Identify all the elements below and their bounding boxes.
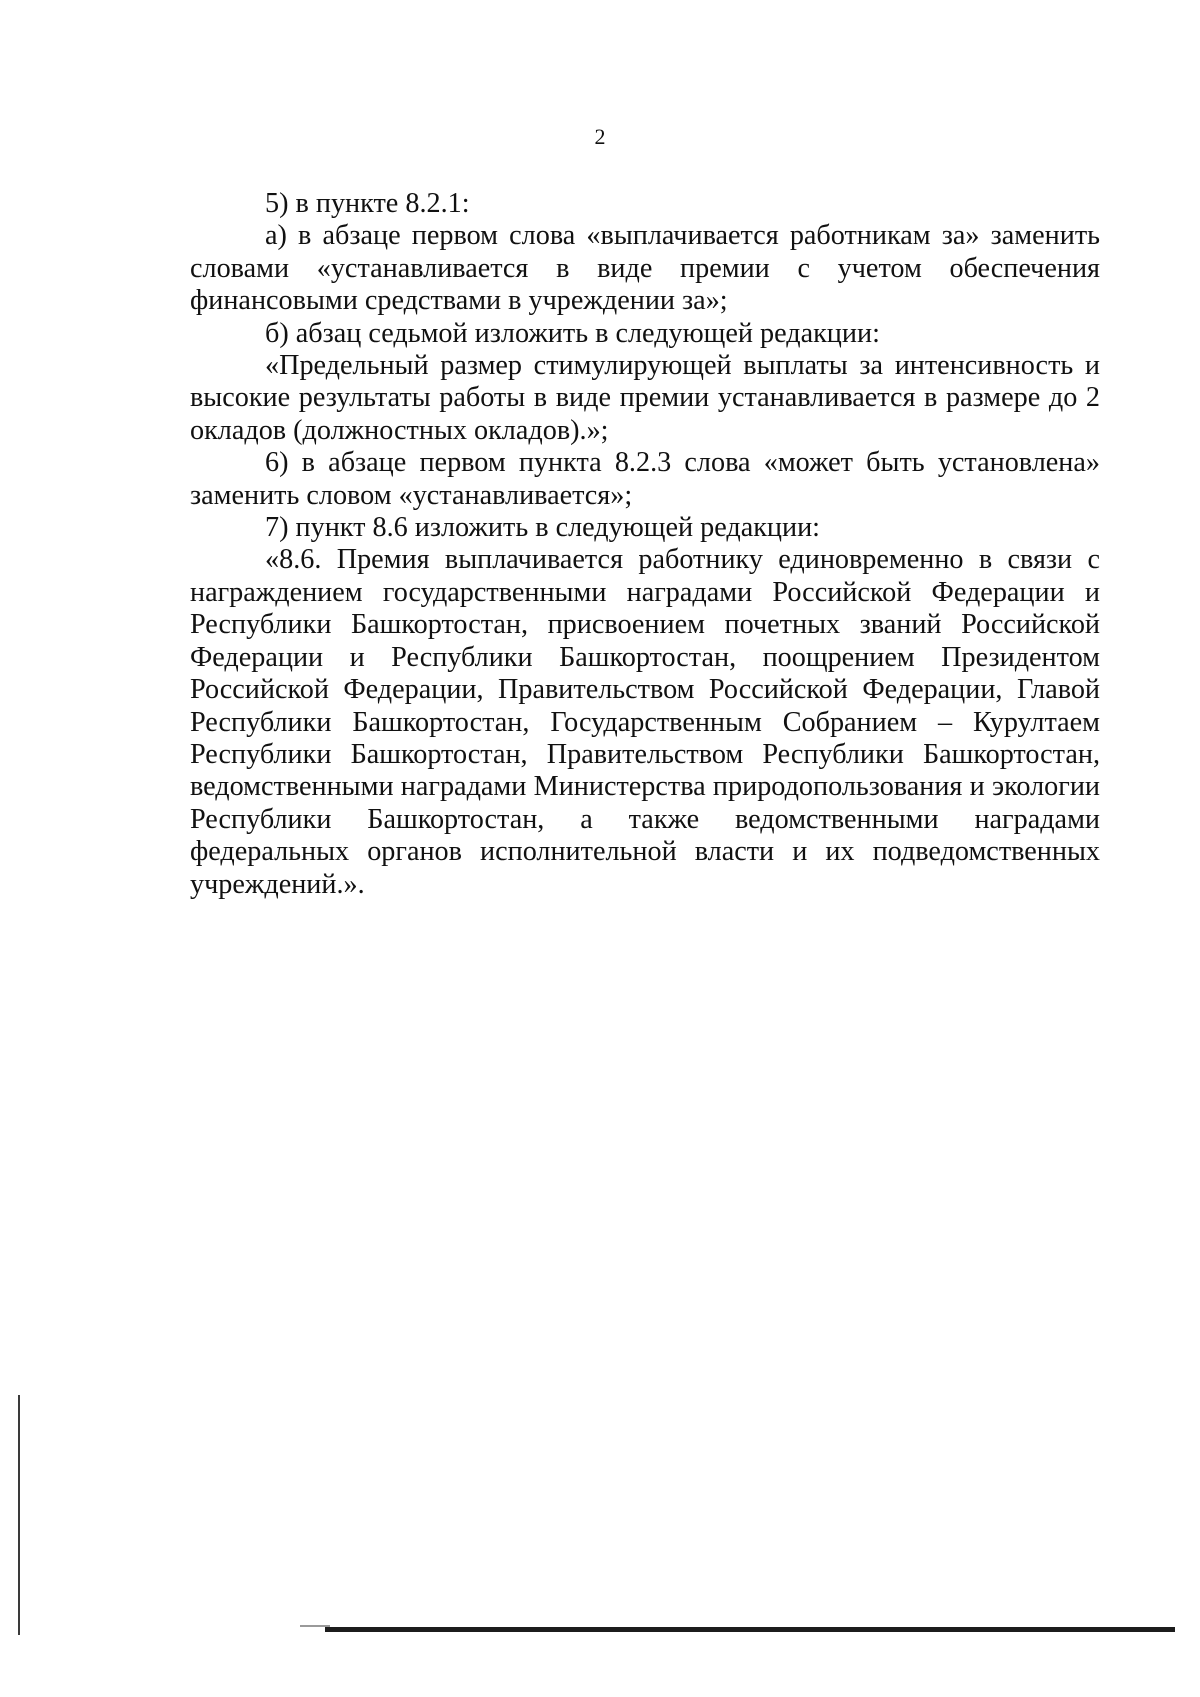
scan-edge-left — [18, 1395, 20, 1635]
paragraph-item-6: 6) в абзаце первом пункта 8.2.3 слова «может быть установлена» заменить словом «устанавливается»; — [190, 447, 1100, 511]
page-number: 2 — [594, 124, 606, 149]
paragraph-item-7: 7) пункт 8.6 изложить в следующей редакции: — [265, 512, 820, 544]
paragraph-quote-8-6: «8.6. Премия выплачивается работнику единовременно в связи с награждением государственными наградами Российской Федерации и Республики Башкортостан, присвоением почетных званий Российской Федерации и Республики Башкортостан, поощрением Президентом Российской Федерации, Правительством Российской Федерации, Главой Республики Башкортостан, Государственным Собранием – Курултаем Республики Башкортостан, Правительством Республики Башкортостан, ведомственными наградами Министерства природопользования и экологии Республики Башкортостан, а также ведомственными наградами федеральных органов исполнительной власти и их подведомственных учреждений.». — [190, 544, 1100, 900]
paragraph-subitem-a: а) в абзаце первом слова «выплачивается работникам за» заменить словами «устанавливается в виде премии с учетом обеспечения финансовыми средствами в учреждении за»; — [190, 220, 1100, 317]
paragraph-quote-limit: «Предельный размер стимулирующей выплаты за интенсивность и высокие результаты работы в виде премии устанавливается в размере до 2 окладов (должностных окладов).»; — [190, 350, 1100, 446]
document-body — [190, 188, 1100, 901]
paragraph-subitem-b: б) абзац седьмой изложить в следующей редакции: — [265, 317, 880, 349]
scan-edge-bottom — [325, 1627, 1175, 1632]
paragraph-item-5: 5) в пункте 8.2.1: — [265, 188, 470, 219]
